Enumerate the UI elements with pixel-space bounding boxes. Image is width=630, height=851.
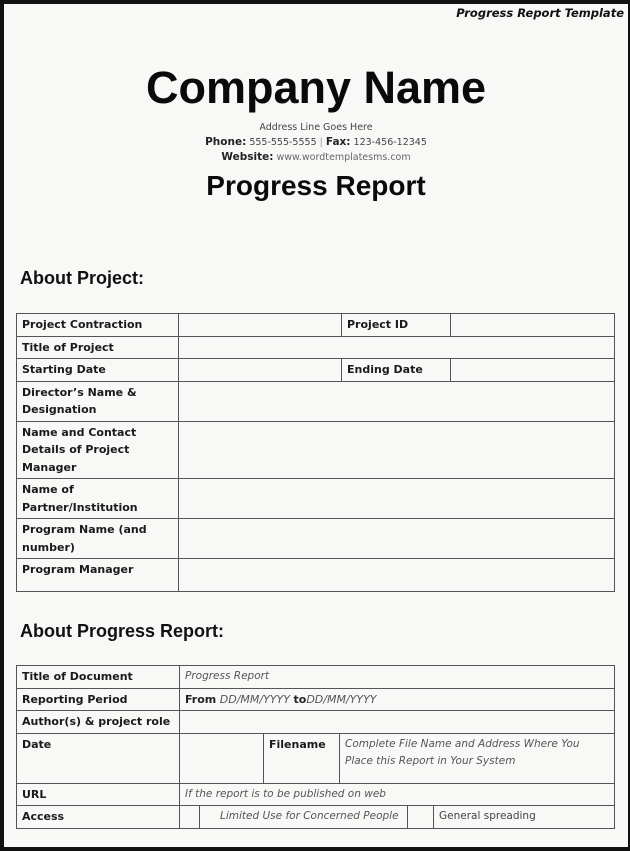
document-page	[4, 4, 628, 847]
row-label: Title of Document	[17, 666, 180, 689]
ending-date-field[interactable]	[451, 359, 615, 382]
filename-field[interactable]: Complete File Name and Address Where You Place this Report in Your System	[340, 733, 615, 783]
row-label: Project Contraction	[17, 314, 179, 337]
table-row	[17, 519, 615, 559]
date-field[interactable]	[180, 733, 264, 783]
company-name: Company Name	[145, 62, 487, 113]
to-date[interactable]: DD/MM/YYYY	[306, 692, 377, 706]
table-row	[17, 336, 615, 359]
row-label: Author(s) & project role	[17, 711, 180, 734]
table-row	[17, 314, 615, 337]
project-contraction-field[interactable]	[179, 314, 342, 337]
program-name-field[interactable]	[179, 519, 615, 559]
table-row	[17, 688, 615, 711]
general-spreading-checkbox[interactable]	[408, 806, 434, 829]
to-label: to	[293, 692, 307, 706]
general-spreading-option: General spreading	[434, 806, 615, 829]
table-row	[17, 783, 615, 806]
about-report-table	[16, 665, 615, 829]
about-project-table	[16, 313, 615, 592]
filename-label: Filename	[264, 733, 340, 783]
address-line: Address Line Goes Here	[259, 122, 373, 133]
project-manager-details-field[interactable]	[179, 421, 615, 479]
row-label: Name and Contact Details of Project Manager	[17, 421, 179, 479]
row-label: Access	[17, 806, 180, 829]
row-label: Project ID	[342, 314, 451, 337]
table-row	[17, 381, 615, 421]
website-line	[4, 151, 628, 163]
section-heading-about-project: About Project:	[20, 268, 144, 288]
fax-value: 123-456-12345	[353, 137, 427, 148]
table-row	[17, 666, 615, 689]
template-tag: Progress Report Template	[456, 6, 624, 20]
table-row	[17, 559, 615, 592]
row-label: Program Manager	[17, 559, 179, 592]
table-row	[17, 421, 615, 479]
reporting-period-field[interactable]	[180, 688, 615, 711]
starting-date-field[interactable]	[179, 359, 342, 382]
limited-use-option: Limited Use for Concerned People	[200, 806, 408, 829]
row-label: Starting Date	[17, 359, 179, 382]
fax-label: Fax:	[325, 136, 351, 148]
row-label: URL	[17, 783, 180, 806]
from-date[interactable]: DD/MM/YYYY	[219, 692, 290, 706]
row-label: Director’s Name & Designation	[17, 381, 179, 421]
section-heading-about-report: About Progress Report:	[20, 621, 225, 641]
program-manager-field[interactable]	[179, 559, 615, 592]
contact-line	[4, 136, 628, 148]
title-of-document-field[interactable]: Progress Report	[180, 666, 615, 689]
report-title: Progress Report	[206, 170, 426, 201]
table-row	[17, 711, 615, 734]
table-row	[17, 806, 615, 829]
table-row	[17, 479, 615, 519]
row-label: Title of Project	[17, 336, 179, 359]
separator: |	[319, 137, 323, 148]
table-row	[17, 733, 615, 783]
row-label: Name of Partner/Institution	[17, 479, 179, 519]
row-label: Date	[17, 733, 180, 783]
row-label: Reporting Period	[17, 688, 180, 711]
phone-value: 555-555-5555	[249, 137, 317, 148]
project-id-field[interactable]	[451, 314, 615, 337]
title-of-project-field[interactable]	[179, 336, 615, 359]
website-link[interactable]: www.wordtemplatesms.com	[276, 152, 411, 163]
from-label: From	[185, 692, 217, 706]
limited-use-checkbox[interactable]	[180, 806, 200, 829]
partner-field[interactable]	[179, 479, 615, 519]
authors-field[interactable]	[180, 711, 615, 734]
row-label: Ending Date	[342, 359, 451, 382]
url-field[interactable]: If the report is to be published on web	[180, 783, 615, 806]
director-field[interactable]	[179, 381, 615, 421]
table-row	[17, 359, 615, 382]
phone-label: Phone:	[205, 136, 247, 148]
row-label: Program Name (and number)	[17, 519, 179, 559]
website-label: Website:	[221, 151, 274, 163]
